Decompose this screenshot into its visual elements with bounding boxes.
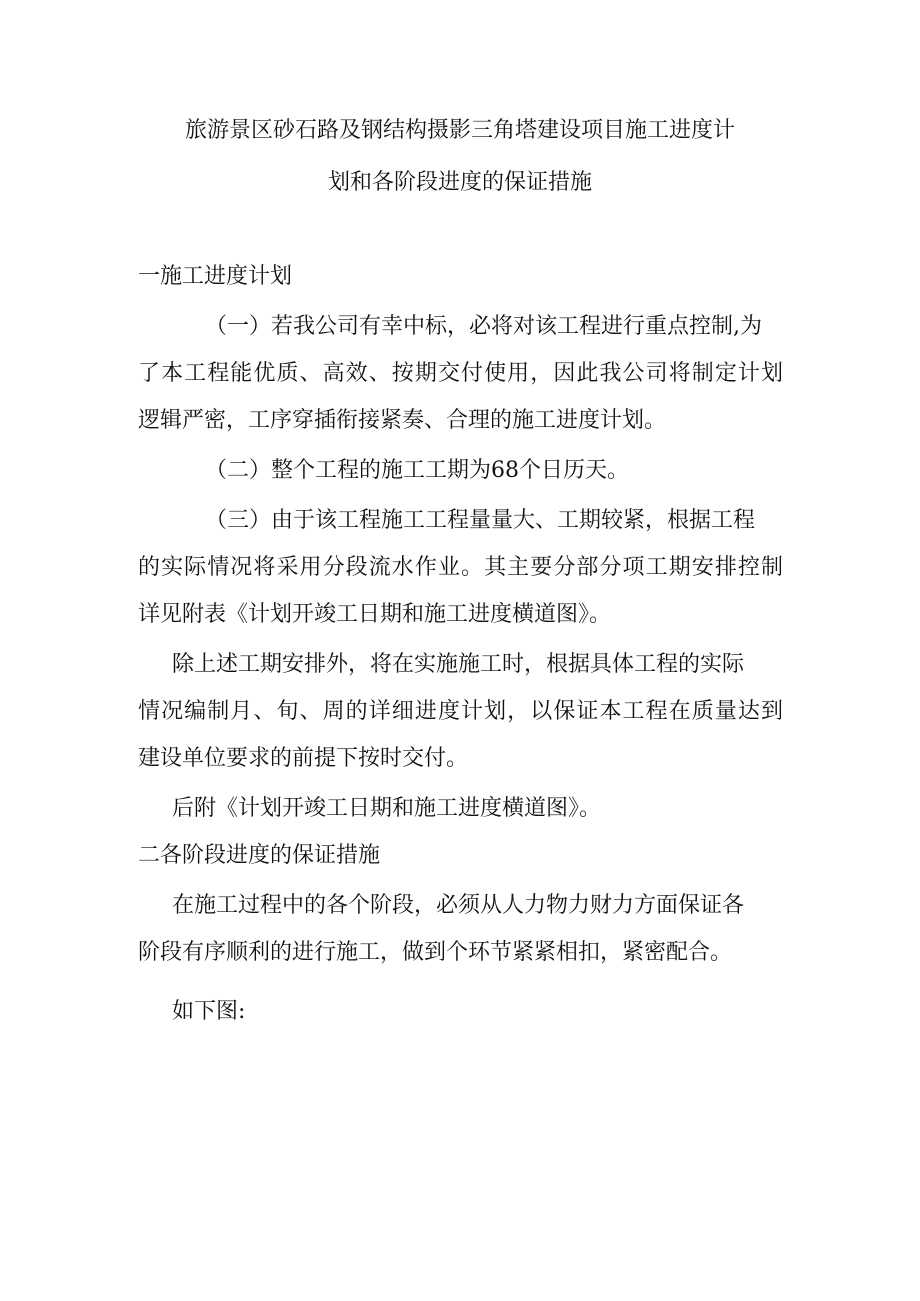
section-2-p1-line-1: 在施工过程中的各个阶段，必须从人力物力财力方面保证各 xyxy=(172,893,745,918)
section-2-p2-line-1: 如下图: xyxy=(172,999,246,1024)
section-1-p1-line-2: 了本工程能优质、高效、按期交付使用，因此我公司将制定计划 xyxy=(138,361,783,386)
document-title-line-2: 划和各阶段进度的保证措施 xyxy=(327,170,592,195)
section-1-p4-line-2: 情况编制月、旬、周的详细进度计划，以保证本工程在质量达到 xyxy=(138,699,783,724)
section-1-p4-line-1: 除上述工期安排外，将在实施施工时，根据具体工程的实际 xyxy=(172,652,745,677)
section-1-p5-line-1: 后附《计划开竣工日期和施工进度横道图》。 xyxy=(172,796,602,821)
section-1-p2-line-1: （二）整个工程的施工工期为68个日历天。 xyxy=(205,458,629,483)
document-title-line-1: 旅游景区砂石路及钢结构摄影三角塔建设项目施工进度计 xyxy=(184,118,735,143)
section-1-p1-line-3: 逻辑严密，工序穿插衔接紧奏、合理的施工进度计划。 xyxy=(138,408,667,433)
section-2-heading: 二各阶段进度的保证措施 xyxy=(138,843,381,868)
section-1-p3-line-1: （三）由于该工程施工工程量量大、工期较紧，根据工程 xyxy=(205,508,756,533)
section-1-p3-line-2: 的实际情况将采用分段流水作业。其主要分部分项工期安排控制 xyxy=(138,555,783,580)
section-1-p4-line-3: 建设单位要求的前提下按时交付。 xyxy=(138,746,469,771)
section-2-p1-line-2: 阶段有序顺利的进行施工，做到个环节紧紧相扣，紧密配合。 xyxy=(138,940,733,965)
section-1-p1-line-1: （一）若我公司有幸中标，必将对该工程进行重点控制,为 xyxy=(205,314,762,339)
section-1-heading: 一施工进度计划 xyxy=(138,264,293,289)
section-1-p3-line-3: 详见附表《计划开竣工日期和施工进度横道图》。 xyxy=(138,602,612,627)
